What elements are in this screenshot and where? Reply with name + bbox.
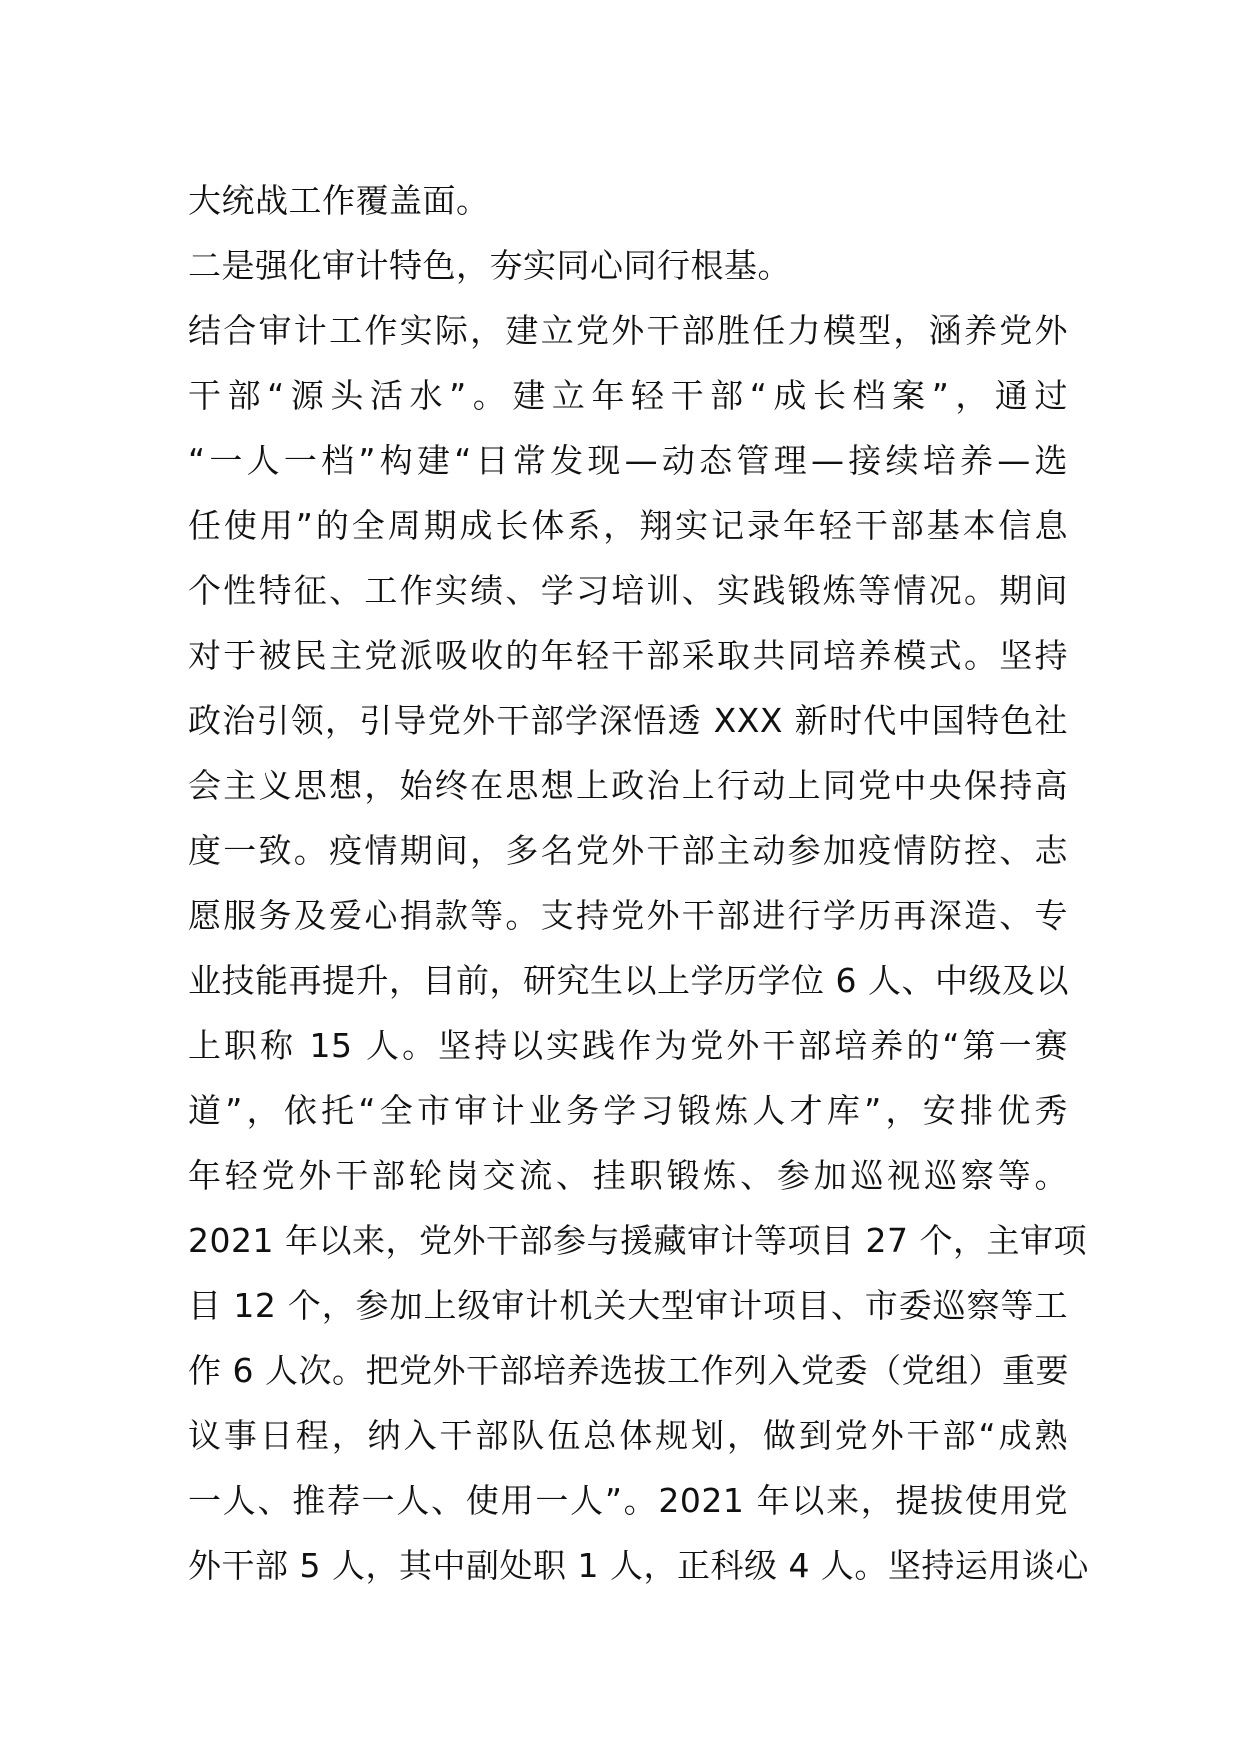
text-line: 2021 年以来，党外干部参与援藏审计等项目 27 个，主审项	[188, 1221, 1087, 1260]
text-line: 一人、推荐一人、使用一人”。2021 年以来，提拔使用党	[188, 1481, 1068, 1520]
text-line: 大统战工作覆盖面。	[188, 181, 490, 220]
text-line: 个性特征、工作实绩、学习培训、实践锻炼等情况。期间	[188, 571, 1068, 610]
text-line: 作 6 人次。把党外干部培养选拔工作列入党委（党组）重要	[188, 1351, 1069, 1390]
text-line: 对于被民主党派吸收的年轻干部采取共同培养模式。坚持	[188, 636, 1068, 675]
text-line: 上职称 15 人。坚持以实践作为党外干部培养的“第一赛	[188, 1026, 1068, 1065]
text-line: 议事日程，纳入干部队伍总体规划，做到党外干部“成熟	[188, 1416, 1068, 1455]
document-body	[188, 168, 1089, 1598]
text-line: 度一致。疫情期间，多名党外干部主动参加疫情防控、志	[188, 831, 1068, 870]
text-line: 会主义思想，始终在思想上政治上行动上同党中央保持高	[188, 766, 1068, 805]
text-line: 年轻党外干部轮岗交流、挂职锻炼、参加巡视巡察等。	[188, 1156, 1068, 1195]
section-heading: 二是强化审计特色，夯实同心同行根基。	[188, 246, 791, 285]
text-line: 愿服务及爱心捐款等。支持党外干部进行学历再深造、专	[188, 896, 1068, 935]
text-line: 道”，依托“全市审计业务学习锻炼人才库”，安排优秀	[188, 1091, 1068, 1130]
text-line: 业技能再提升，目前，研究生以上学历学位 6 人、中级及以	[188, 961, 1069, 1000]
text-line: 任使用”的全周期成长体系，翔实记录年轻干部基本信息	[188, 506, 1068, 545]
text-line: 干部“源头活水”。建立年轻干部“成长档案”，通过	[188, 376, 1068, 415]
text-line: 外干部 5 人，其中副处职 1 人，正科级 4 人。坚持运用谈心	[188, 1546, 1089, 1585]
text-line: 政治引领，引导党外干部学深悟透 XXX 新时代中国特色社	[188, 701, 1068, 740]
text-line: 结合审计工作实际，建立党外干部胜任力模型，涵养党外	[188, 311, 1068, 350]
text-line: 目 12 个，参加上级审计机关大型审计项目、市委巡察等工	[188, 1286, 1068, 1325]
text-line: “一人一档”构建“日常发现—动态管理—接续培养—选	[188, 441, 1068, 480]
